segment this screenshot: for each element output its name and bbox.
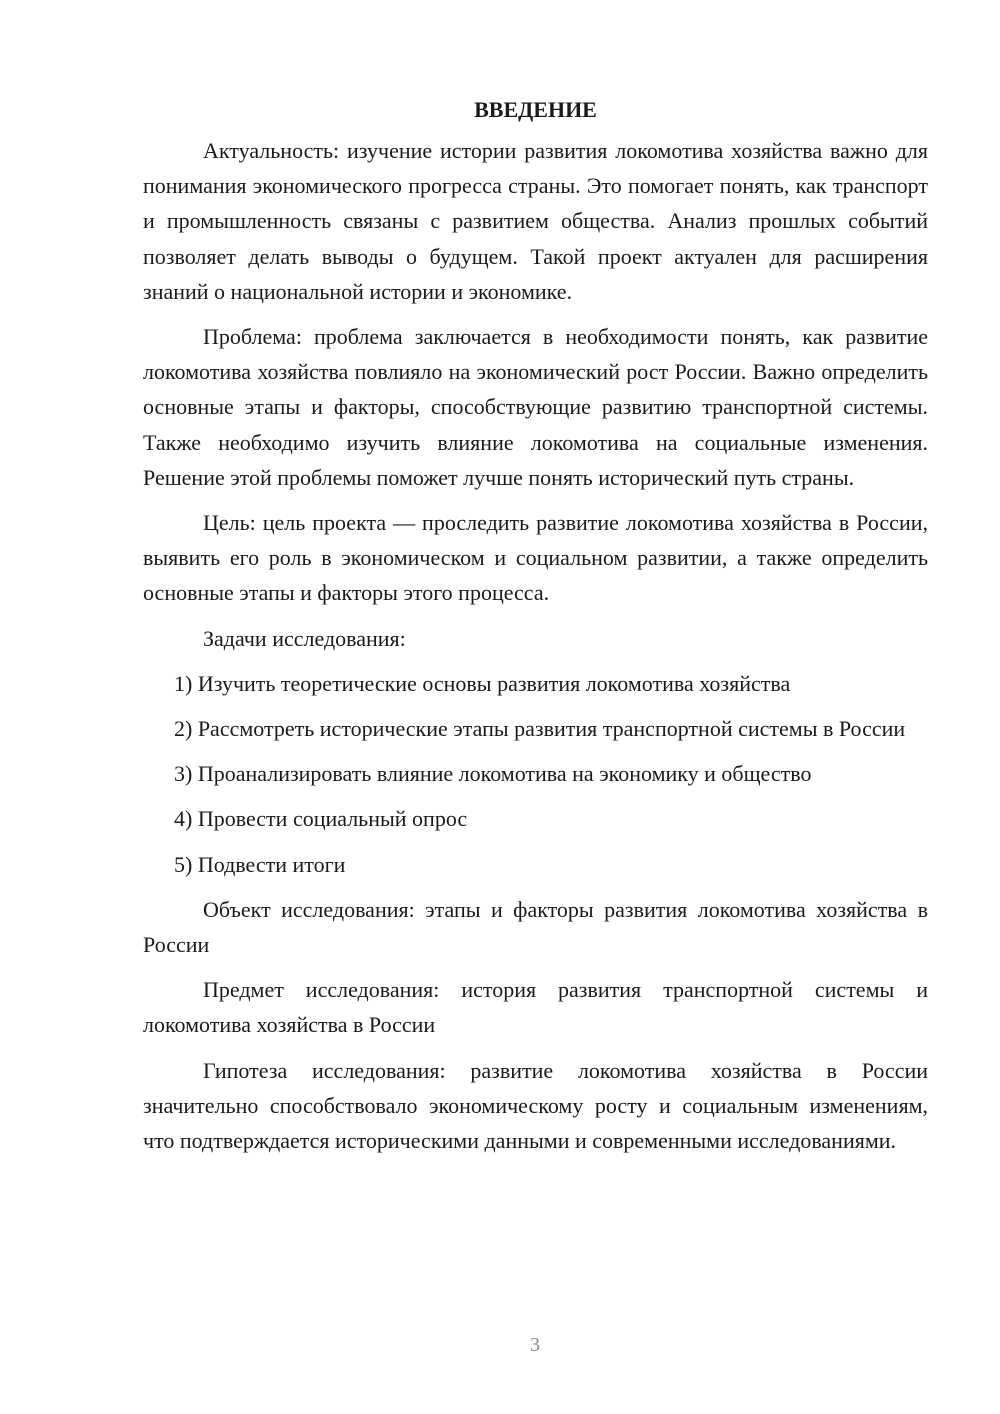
paragraph-relevance: Актуальность: изучение истории развития локомотива хозяйства важно для понимания экономического прогресса страны. Это помогает понять, как транспорт и промышленность связаны с развитием общества. Анализ прошлых событий позволяет делать выводы о будущем. Такой проект актуален для расширения знаний о национальной истории и экономике.	[143, 138, 928, 304]
task-item-3: 3) Проанализировать влияние локомотива на экономику и общество	[174, 761, 812, 787]
paragraph-object: Объект исследования: этапы и факторы развития локомотива хозяйства в России	[143, 896, 928, 958]
task-item-4: 4) Провести социальный опрос	[174, 806, 468, 832]
paragraph-subject: Предмет исследования: история развития транспортной системы и локомотива хозяйства в России	[143, 977, 928, 1038]
task-item-1: 1) Изучить теоретические основы развития локомотива хозяйства	[174, 670, 791, 696]
paragraph-problem: Проблема: проблема заключается в необходимости понять, как развитие локомотива хозяйства повлияло на экономический рост России. Важно определить основные этапы и факторы, способствующие развитию транспортной системы. Также необходимо изучить влияние локомотива на социальные изменения. Решение этой проблемы поможет лучше понять исторический путь страны.	[143, 324, 928, 490]
paragraph-goal: Цель: цель проекта — проследить развитие локомотива хозяйства в России, выявить его роль в экономическом и социальном развитии, а также определить основные этапы и факторы этого процесса.	[143, 510, 928, 606]
page-title: ВВЕДЕНИЕ	[474, 97, 597, 122]
document-page	[143, 95, 928, 1168]
page-number: 3	[530, 1334, 540, 1356]
task-item-2: 2) Рассмотреть исторические этапы развития транспортной системы в России	[174, 716, 906, 742]
task-item-5: 5) Подвести итоги	[174, 851, 346, 877]
paragraph-hypothesis: Гипотеза исследования: развитие локомотива хозяйства в России значительно способствовало экономическому росту и социальным изменениям, что подтверждается историческими данными и современными исследованиями.	[143, 1057, 928, 1154]
tasks-heading: Задачи исследования:	[203, 625, 406, 651]
